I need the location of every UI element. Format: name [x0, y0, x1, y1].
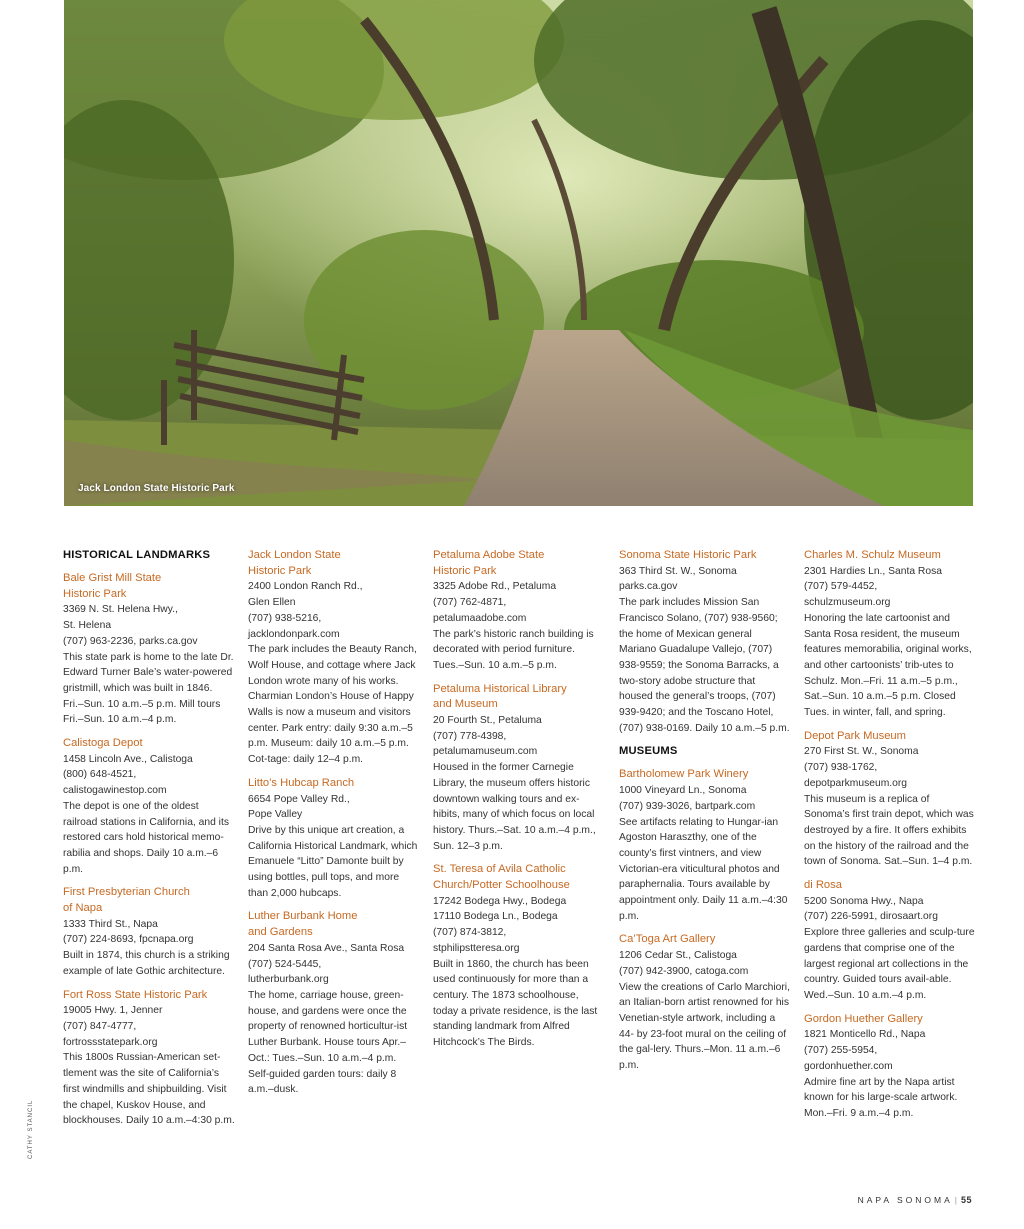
- listing-detail: parks.ca.gov: [619, 581, 678, 593]
- photo-caption: Jack London State Historic Park: [78, 483, 235, 494]
- listing-detail: (707) 942-3900, catoga.com: [619, 965, 749, 977]
- listing-description: Drive by this unique art creation, a California Historical Landmark, which Emanuele “Litto” Damonte built by using bottles, pull tops, and more than 2,000 hubcaps.: [248, 824, 418, 899]
- listing-detail: lutherburbank.org: [248, 974, 329, 986]
- listing-description: The park’s historic ranch building is decorated with period furniture. Tues.–Sun. 10 a.m.–5 p.m.: [433, 628, 594, 671]
- listing-detail: calistogawinestop.com: [63, 785, 167, 797]
- listing-entry: [248, 909, 420, 1097]
- listing-detail: 6654 Pope Valley Rd.,: [248, 793, 350, 805]
- page-footer: [858, 1195, 972, 1205]
- listing-name: Luther Burbank Home: [248, 910, 358, 923]
- listing-entry: [63, 885, 235, 979]
- listing-name: Charles M. Schulz Museum: [804, 549, 941, 561]
- listing-detail: 17110 Bodega Ln., Bodega: [433, 911, 558, 923]
- listing-description: This museum is a replica of Sonoma’s first train depot, which was destroyed by a fire. It offers exhibits on the history of the railroad and the town of Sonoma. Sat.–Sun. 1–4 p.m.: [804, 793, 974, 868]
- listing-entry: [433, 682, 605, 855]
- listing-detail: (707) 762-4871,: [433, 597, 507, 609]
- listing-name: Bartholomew Park Winery: [619, 768, 749, 781]
- listing-detail: (707) 226-5991, dirosaart.org: [804, 911, 938, 923]
- listing-name: Historic Park: [248, 564, 312, 577]
- listing-detail: Glen Ellen: [248, 597, 296, 609]
- listing-detail: 2301 Hardies Ln., Santa Rosa: [804, 565, 942, 577]
- listing-description: Explore three galleries and sculp-ture gardens that comprise one of the largest regional art collections in the country. Guided tours avail-able. Wed.–Sun. 10 a.m.–4 p.m.: [804, 927, 975, 1001]
- listing-entry: [804, 729, 976, 870]
- footer-separator: |: [954, 1195, 957, 1205]
- listing-detail: 20 Fourth St., Petaluma: [433, 715, 542, 727]
- listing-detail: 1206 Cedar St., Calistoga: [619, 950, 737, 962]
- listing-name: and Museum: [433, 698, 498, 711]
- listing-detail: petalumamuseum.com: [433, 746, 538, 758]
- listing-detail: (707) 255-5954,: [804, 1045, 878, 1057]
- listing-detail: 1821 Monticello Rd., Napa: [804, 1029, 926, 1041]
- section-heading: MUSEUMS: [619, 745, 678, 758]
- listing-name: Historic Park: [433, 564, 497, 577]
- forest-path-illustration: [64, 0, 973, 506]
- listing-description: Honoring the late cartoonist and Santa Rosa resident, the museum features memorabilia, original works, and other cartoonists’ trib-utes to Schulz. Mon.–Fri. 11 a.m.–5 p.m., Sat.–Sun. 10 a.m.–5 p.m. Closed Tues. in winter, fall, and spring.: [804, 612, 972, 719]
- listing-description: See artifacts relating to Hungar-ian Agoston Haraszthy, one of the county’s first vintners, and view Victorian-era viticultural photos and paraphernalia. Tours available by appointment only. Daily 11 a.m.–4:30 p.m.: [619, 816, 788, 922]
- listing-column-4: [619, 548, 791, 1082]
- listing-entry: [804, 548, 976, 721]
- listing-name: Fort Ross State Historic Park: [63, 988, 208, 1001]
- listing-detail: 3325 Adobe Rd., Petaluma: [433, 581, 557, 593]
- listing-detail: (707) 224-8693, fpcnapa.org: [63, 934, 194, 946]
- listing-detail: schulzmuseum.org: [804, 597, 891, 609]
- listing-detail: 1458 Lincoln Ave., Calistoga: [63, 753, 193, 765]
- magazine-name: NAPA SONOMA: [857, 1195, 953, 1205]
- listing-name: Sonoma State Historic Park: [619, 549, 757, 561]
- listing-entry: [248, 548, 420, 768]
- listing-detail: (707) 939-3026, bartpark.com: [619, 800, 756, 812]
- listing-entry: [63, 988, 235, 1129]
- listing-entry: [619, 548, 791, 736]
- listing-name: Litto’s Hubcap Ranch: [248, 776, 355, 789]
- listing-column-1: [63, 548, 235, 1137]
- listing-description: Admire fine art by the Napa artist known for his large-scale artwork. Mon.–Fri. 9 a.m.–4 p.m.: [804, 1076, 958, 1119]
- listing-detail: 204 Santa Rosa Ave., Santa Rosa: [248, 942, 405, 954]
- listing-entry: [804, 1012, 976, 1122]
- listing-detail: 1000 Vineyard Ln., Sonoma: [619, 785, 747, 797]
- listing-name: Church/Potter Schoolhouse: [433, 879, 570, 892]
- listing-detail: (707) 579-4452,: [804, 581, 878, 593]
- listing-description: View the creations of Carlo Marchiori, an Italian-born artist renowned for his Venetian-style artwork, including a 44- by 23-foot mural on the ceiling of the gal-lery. Thurs.–Mon. 11 a.m.–6 p.m.: [619, 981, 790, 1072]
- listing-detail: petalumaadobe.com: [433, 612, 527, 624]
- listing-detail: (707) 778-4398,: [433, 730, 507, 742]
- listing-detail: stphilipstteresa.org: [433, 942, 520, 954]
- listing-name: and Gardens: [248, 926, 313, 939]
- listing-description: The home, carriage house, green-house, and gardens were once the property of renowned horticultur-ist Luther Burbank. House tours Apr.–Oct.: Tues.–Sun. 10 a.m.–4 p.m. Self-guided garden tours: daily 8 a.m.–dusk.: [248, 989, 408, 1096]
- listing-name: Calistoga Depot: [63, 737, 143, 750]
- listing-detail: 17242 Bodega Hwy., Bodega: [433, 895, 567, 907]
- listing-name: Bale Grist Mill State: [63, 572, 162, 584]
- listing-entry: [433, 548, 605, 674]
- page-number: 55: [960, 1195, 972, 1205]
- listing-detail: Pope Valley: [248, 809, 303, 821]
- listing-detail: jacklondonpark.com: [248, 628, 340, 640]
- listing-entry: [248, 776, 420, 902]
- listing-detail: 1333 Third St., Napa: [63, 918, 158, 930]
- listing-name: of Napa: [63, 902, 103, 915]
- listing-detail: depotparkmuseum.org: [804, 777, 908, 789]
- listing-entry: [804, 878, 976, 1004]
- listing-entry: [433, 862, 605, 1050]
- section-heading: HISTORICAL LANDMARKS: [63, 549, 211, 561]
- listing-entry: [619, 767, 791, 924]
- listing-name: Ca’Toga Art Gallery: [619, 933, 716, 946]
- listing-detail: (707) 874-3812,: [433, 927, 507, 939]
- listing-name: Jack London State: [248, 549, 341, 561]
- listing-detail: (707) 524-5445,: [248, 958, 322, 970]
- listing-detail: (707) 938-1762,: [804, 762, 878, 774]
- listing-description: The depot is one of the oldest railroad stations in California, and its restored cars hold historical memo-rabilia and shops. Daily 10 a.m.–6 p.m.: [63, 800, 229, 875]
- listing-detail: gordonhuether.com: [804, 1060, 893, 1072]
- listing-name: Petaluma Adobe State: [433, 549, 545, 561]
- listing-detail: 363 Third St. W., Sonoma: [619, 565, 737, 577]
- listing-detail: (707) 963-2236, parks.ca.gov: [63, 635, 198, 647]
- listing-name: Historic Park: [63, 587, 127, 600]
- photo-credit: CATHY STANCIL: [28, 1099, 34, 1159]
- listing-detail: 3369 N. St. Helena Hwy.,: [63, 604, 178, 616]
- listing-description: Built in 1860, the church has been used continuously for more than a century. The 1873 schoolhouse, today a private residence, is the last standing landmark from Alfred Hitchcock’s The Birds.: [433, 958, 598, 1049]
- listing-detail: (800) 648-4521,: [63, 769, 137, 781]
- listing-detail: (707) 847-4777,: [63, 1020, 137, 1032]
- listing-name: Petaluma Historical Library: [433, 682, 567, 695]
- listing-column-2: [248, 548, 420, 1106]
- listing-entry: [63, 571, 235, 728]
- listing-name: Depot Park Museum: [804, 729, 906, 742]
- listing-description: Housed in the former Carnegie Library, the museum offers historic downtown walking tours and ex-hibits, many of which focus on local history. Thurs.–Sat. 10 a.m.–4 p.m., Sun. 12–3 p.m.: [433, 762, 596, 852]
- listing-column-5: [804, 548, 976, 1130]
- listing-description: This state park is home to the late Dr. Edward Turner Bale’s water-powered gristmill, which was built in 1846. Fri.–Sun. 10 a.m.–5 p.m. Mill tours Fri.–Sun. 10 a.m.–4 p.m.: [63, 651, 234, 726]
- listing-entry: [63, 736, 235, 877]
- listing-detail: fortrossstatepark.org: [63, 1036, 158, 1048]
- listing-description: Built in 1874, this church is a striking example of late Gothic architecture.: [63, 950, 230, 977]
- hero-photo: [64, 0, 973, 506]
- listing-description: The park includes the Beauty Ranch, Wolf House, and cottage where Jack London wrote many of his works. Charmian London’s House of Happy Walls is now a museum and visitors center. Park entry: daily 9:30 a.m.–5 p.m. Museum: daily 10 a.m.–5 p.m. Cot-tage: daily 12–4 p.m.: [248, 644, 417, 766]
- listing-description: This 1800s Russian-American set-tlement was the site of California’s first windmills and shipbuilding. Visit the chapel, Kuskov House, and blockhouses. Daily 10 a.m.–4:30 p.m.: [63, 1052, 235, 1127]
- listing-detail: 270 First St. W., Sonoma: [804, 746, 919, 758]
- listing-description: The park includes Mission San Francisco Solano, (707) 938-9560; the home of Mexican general Mariano Guadalupe Vallejo, (707) 938-9559; the Sonoma Barracks, a two-story adobe structure that housed the general’s troops, (707) 939-9420; and the Toscano Hotel, (707) 938-0169. Daily 10 a.m.–5 p.m.: [619, 597, 790, 734]
- listing-column-3: [433, 548, 605, 1059]
- listing-name: First Presbyterian Church: [63, 886, 190, 899]
- listing-detail: 2400 London Ranch Rd.,: [248, 581, 363, 593]
- listing-detail: (707) 938-5216,: [248, 612, 322, 624]
- listing-name: di Rosa: [804, 879, 842, 892]
- listing-detail: 19005 Hwy. 1, Jenner: [63, 1005, 163, 1017]
- listing-name: Gordon Huether Gallery: [804, 1012, 923, 1025]
- listing-entry: [619, 932, 791, 1073]
- listing-detail: 5200 Sonoma Hwy., Napa: [804, 895, 924, 907]
- listing-detail: St. Helena: [63, 620, 112, 632]
- listing-name: St. Teresa of Avila Catholic: [433, 863, 566, 876]
